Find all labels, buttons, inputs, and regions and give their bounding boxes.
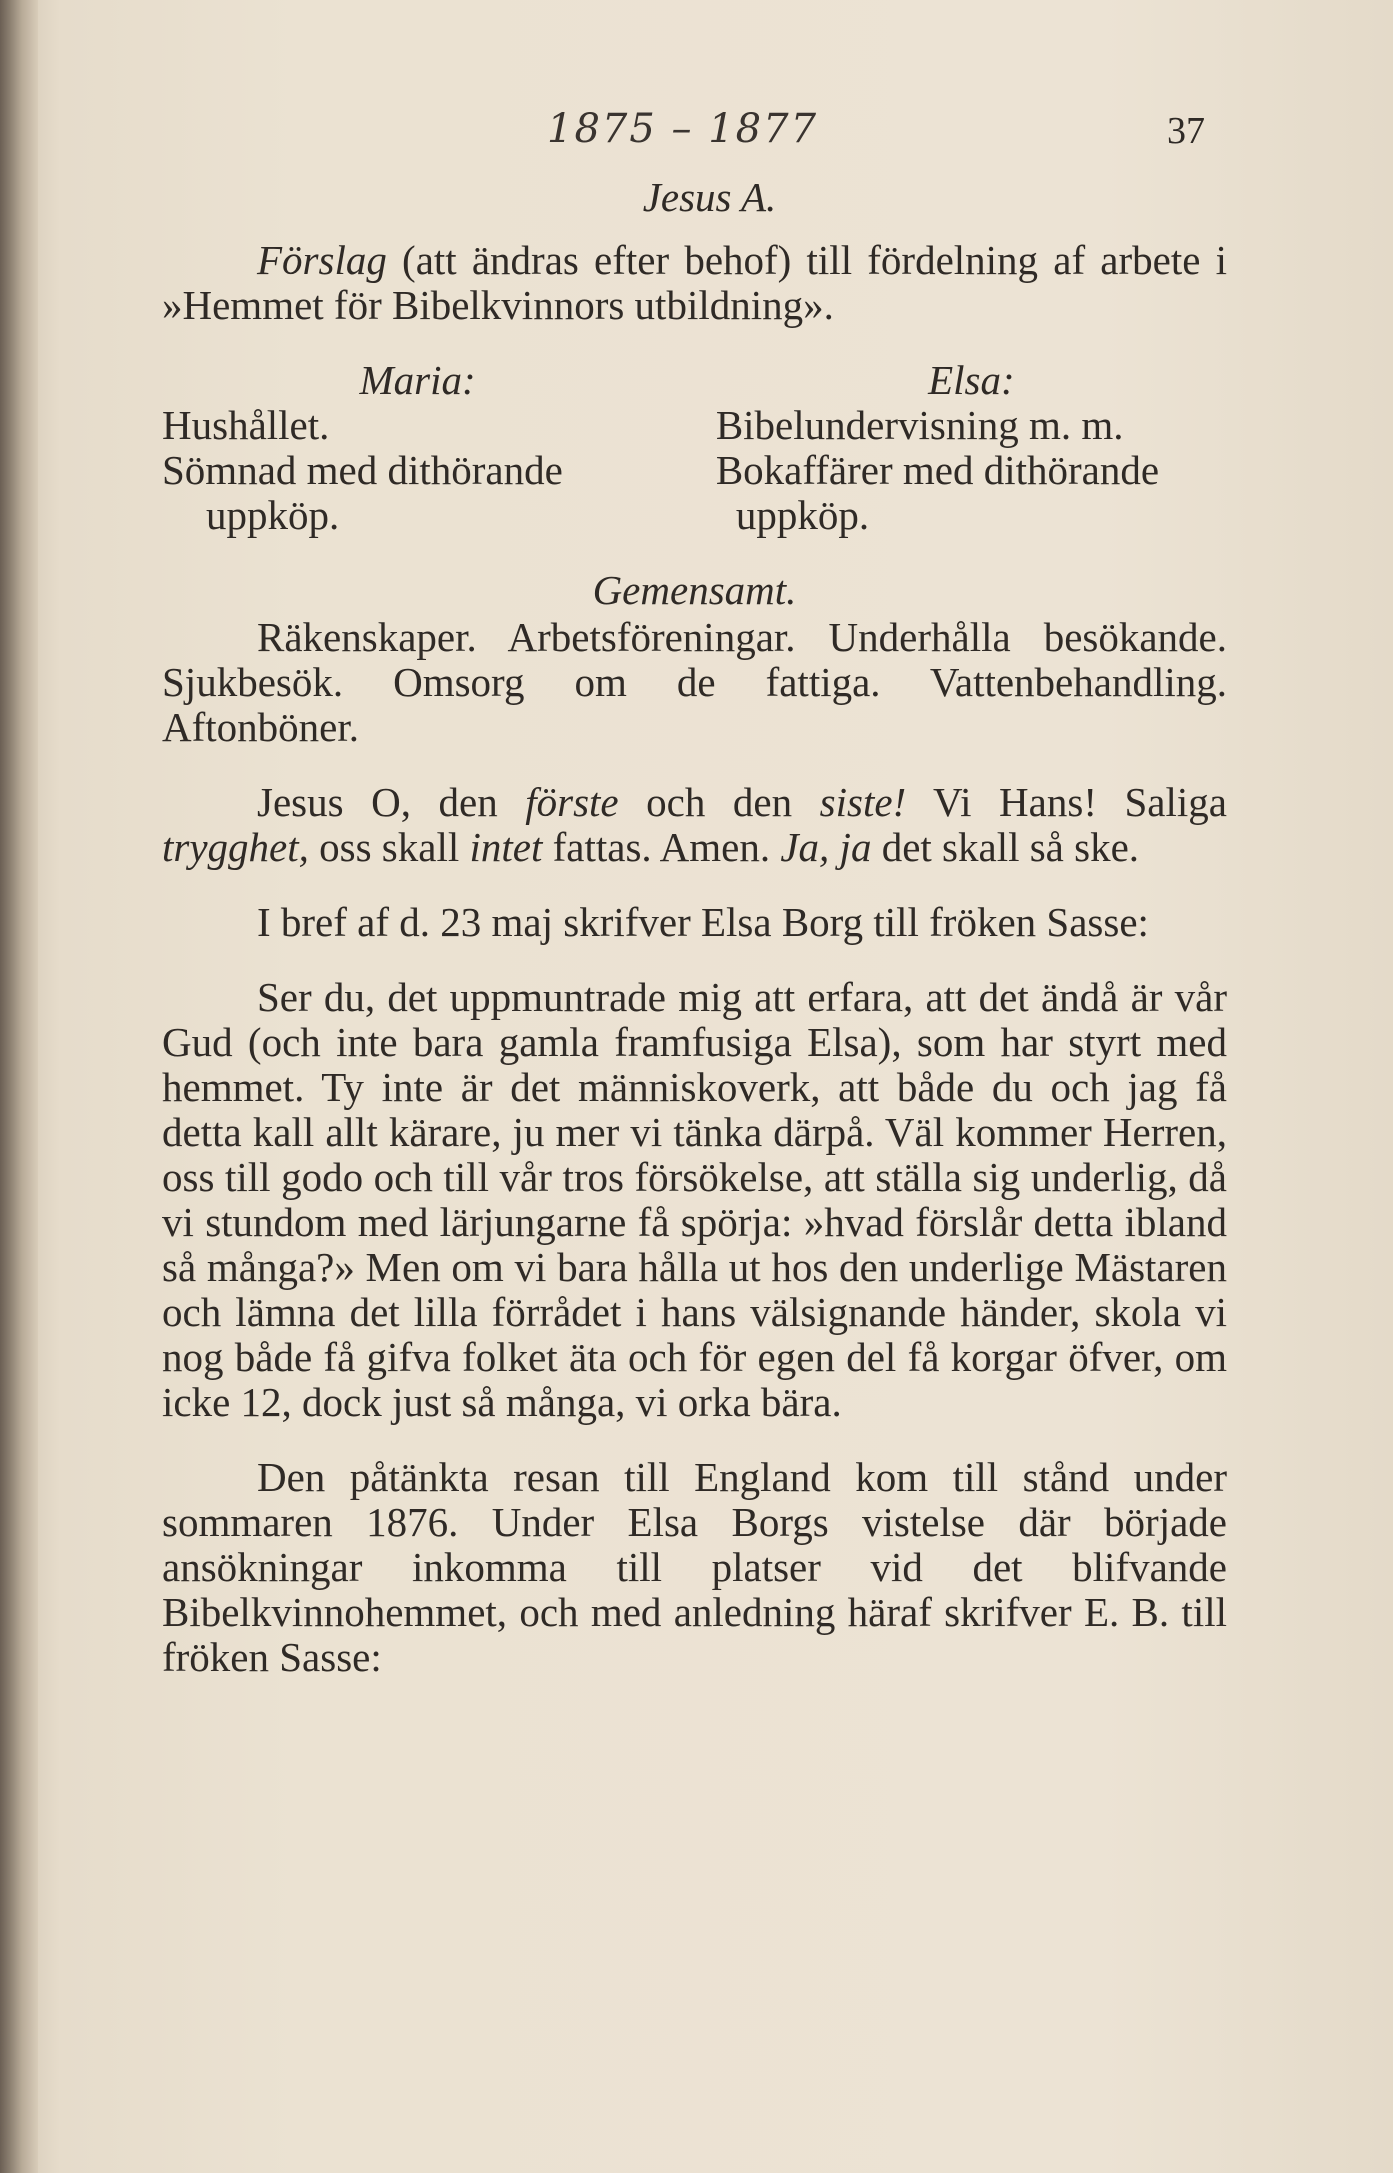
prayer-text-5: fattas. Amen.	[542, 824, 781, 870]
prayer-text-3: Vi Hans! Saliga	[906, 779, 1227, 825]
page-content	[162, 95, 1227, 1710]
prayer-text-4: oss skall	[308, 824, 470, 870]
running-head	[162, 95, 1227, 175]
prayer-text-2: och den	[618, 779, 820, 825]
closing-paragraph: Den påtänkta resan till England kom till stånd under sommaren 1876. Under Elsa Borgs vistelse där började ansökningar inkomma till platser vid det blifvande Bibelkvinnohemmet, och med anledning häraf skrifver E. B. till fröken Sasse:	[162, 1454, 1227, 1680]
handwritten-dates: 1875 – 1877	[547, 106, 819, 152]
section-heading: Jesus A.	[642, 174, 777, 220]
book-spine-shadow	[0, 0, 38, 2173]
letter-intro: I bref af d. 23 maj skrifver Elsa Borg till fröken Sasse:	[257, 899, 1149, 945]
prayer-italic-3: trygghet,	[162, 824, 309, 870]
prayer-text-1: Jesus O, den	[257, 779, 526, 825]
column-elsa	[716, 358, 1227, 538]
elsa-task-1: Bibelundervisning m. m.	[715, 402, 1124, 448]
prayer-italic-1: förste	[525, 779, 619, 825]
column-heading-elsa: Elsa:	[928, 357, 1015, 403]
page-number: 37	[1167, 110, 1205, 152]
common-heading: Gemensamt.	[592, 567, 797, 613]
column-maria	[162, 358, 673, 538]
task-columns	[162, 358, 1227, 538]
column-heading-maria: Maria:	[359, 357, 476, 403]
maria-task-1: Hushållet.	[162, 402, 330, 448]
letter-quote: Ser du, det uppmuntrade mig att erfara, att det ändå är vår Gud (och inte bara gamla framfusiga Elsa), som har styrt med hemmet. Ty inte är det människoverk, att både du och jag få detta kall allt kärare, ju mer vi tänka därpå. Väl kommer Herren, oss till godo och till vår tros försökelse, att ställa sig underlig, då vi stundom med lärjungarne få spörja: »hvad förslår detta ibland så många?» Men om vi bara hålla ut hos den underlige Mästaren och lämna det lilla förrådet i hans välsignande händer, skola vi nog både få gifva folket äta och för egen del få korgar öfver, om icke 12, dock just så många, vi orka bära.	[162, 974, 1227, 1425]
intro-text: (att ändras efter behof) till fördelning af arbete i »Hemmet för Bibelkvinnors utbildning».	[162, 237, 1227, 328]
common-tasks: Räkenskaper. Arbetsföreningar. Underhålla besökande. Sjukbesök. Omsorg om de fattiga. Vattenbehandling. Aftonböner.	[162, 614, 1227, 750]
prayer-italic-5: Ja, ja	[780, 824, 872, 870]
prayer-text-6: det skall så ske.	[871, 824, 1140, 870]
elsa-task-2: Bokaffärer med dithörande uppköp.	[715, 447, 1160, 538]
intro-italic-word: Förslag	[257, 237, 387, 283]
intro-paragraph	[162, 238, 1227, 328]
prayer-italic-4: intet	[469, 824, 543, 870]
prayer-paragraph	[162, 780, 1227, 870]
maria-task-2: Sömnad med dithörande uppköp.	[162, 447, 563, 538]
prayer-italic-2: siste!	[819, 779, 907, 825]
